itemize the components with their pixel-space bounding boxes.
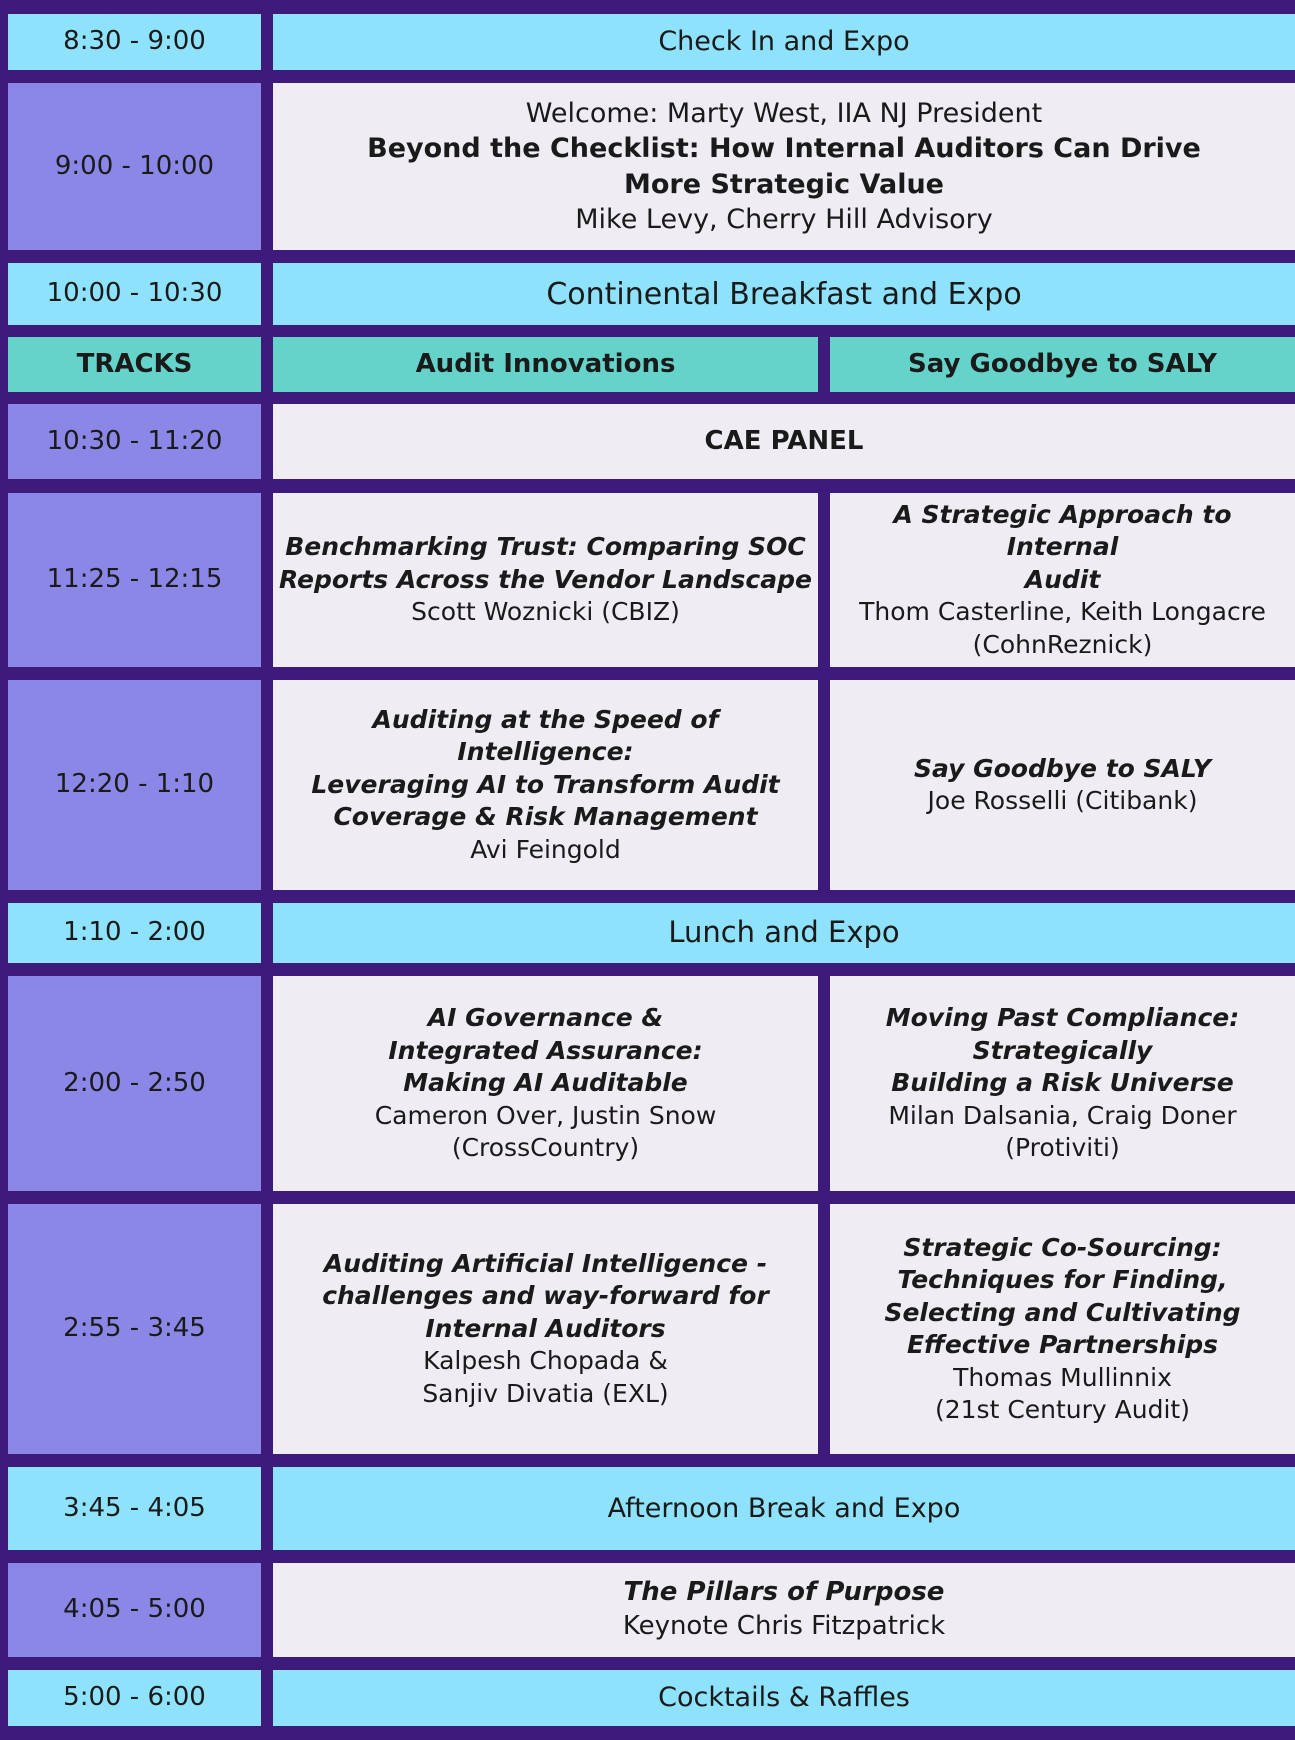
time-cell — [8, 976, 261, 1191]
session-title: Selecting and Cultivating — [884, 1297, 1241, 1327]
speaker-name: Avi Feingold — [470, 834, 621, 864]
session-title: Making AI Auditable — [403, 1068, 688, 1098]
session-cell — [273, 903, 1295, 963]
speaker-org: (Protiviti) — [1005, 1133, 1120, 1163]
time-label: 2:55 - 3:45 — [63, 1313, 206, 1344]
session-label: Lunch and Expo — [668, 915, 900, 950]
time-label: 9:00 - 10:00 — [54, 150, 215, 181]
tracks-label: TRACKS — [76, 348, 193, 379]
speaker-org: (CrossCountry) — [451, 1133, 640, 1163]
session-label: CAE PANEL — [704, 425, 864, 456]
time-label: 8:30 - 9:00 — [63, 26, 206, 57]
session-title: More Strategic Value — [624, 168, 944, 200]
speaker-name: Sanjiv Divatia (EXL) — [422, 1378, 669, 1408]
session-cell — [273, 14, 1295, 70]
speaker-name: Joe Rosselli (Citibank) — [927, 786, 1198, 815]
session-title: Benchmarking Trust: Comparing SOC — [285, 532, 806, 562]
session-title: Auditing Artificial Intelligence - — [323, 1248, 768, 1278]
time-cell — [8, 680, 261, 890]
time-cell — [8, 404, 261, 479]
session-cell-track2 — [830, 680, 1295, 890]
speaker-name: Keynote Chris Fitzpatrick — [622, 1611, 946, 1641]
session-title: Effective Partnerships — [906, 1330, 1219, 1359]
time-label: 5:00 - 6:00 — [63, 1682, 206, 1713]
welcome-text: Welcome: Marty West, IIA NJ President — [525, 98, 1043, 130]
time-label: 2:00 - 2:50 — [63, 1067, 206, 1098]
track-label: Say Goodbye to SALY — [908, 348, 1217, 379]
speaker-name: Mike Levy, Cherry Hill Advisory — [575, 203, 993, 235]
speaker-name: Thom Casterline, Keith Longacre — [859, 597, 1266, 627]
time-label: 10:00 - 10:30 — [46, 278, 223, 309]
session-title: Strategic Co-Sourcing: — [903, 1232, 1222, 1262]
session-title: Reports Across the Vendor Landscape — [279, 564, 812, 594]
session-cell-track2 — [830, 976, 1295, 1191]
session-title: AI Governance & — [427, 1003, 664, 1033]
session-title: Auditing at the Speed of Intelligence: — [372, 704, 719, 767]
session-label: Continental Breakfast and Expo — [546, 276, 1022, 312]
session-label: Cocktails & Raffles — [658, 1682, 910, 1714]
track-header-2 — [830, 337, 1295, 392]
time-cell — [8, 493, 261, 667]
time-cell — [8, 1670, 261, 1726]
session-cell — [273, 83, 1295, 250]
time-label: 1:10 - 2:00 — [63, 917, 206, 948]
session-cell-track1 — [273, 976, 818, 1191]
session-title: The Pillars of Purpose — [623, 1577, 945, 1608]
session-title: Say Goodbye to SALY — [913, 753, 1212, 783]
time-label: 10:30 - 11:20 — [46, 425, 223, 456]
session-label: Check In and Expo — [658, 26, 910, 58]
session-title: A Strategic Approach to Internal — [893, 499, 1232, 562]
session-cell-track1 — [273, 680, 818, 890]
session-title: Strategically — [972, 1035, 1153, 1065]
tracks-header — [8, 337, 261, 392]
session-title: Beyond the Checklist: How Internal Auditors Can Drive — [367, 133, 1201, 165]
session-title: Internal Auditors — [425, 1313, 666, 1343]
speaker-name: Kalpesh Chopada & — [423, 1346, 668, 1376]
time-label: 4:05 - 5:00 — [63, 1594, 206, 1625]
session-title: Coverage & Risk Management — [333, 802, 758, 832]
time-cell — [8, 1563, 261, 1657]
session-title: challenges and way-forward for — [322, 1281, 769, 1311]
speaker-name: Cameron Over, Justin Snow — [374, 1100, 717, 1130]
speaker-name: Thomas Mullinnix — [953, 1362, 1172, 1392]
session-cell — [273, 1563, 1295, 1657]
speaker-org: (21st Century Audit) — [934, 1395, 1190, 1424]
session-cell — [273, 404, 1295, 479]
session-title: Audit — [1024, 564, 1101, 594]
session-cell — [273, 1467, 1295, 1550]
session-cell — [273, 1670, 1295, 1726]
session-cell-track1 — [273, 1204, 818, 1454]
time-cell — [8, 1467, 261, 1550]
session-cell — [273, 263, 1295, 325]
time-cell — [8, 1204, 261, 1454]
time-label: 12:20 - 1:10 — [54, 769, 215, 800]
session-title: Building a Risk Universe — [891, 1068, 1234, 1098]
session-title: Leveraging AI to Transform Audit — [311, 769, 780, 799]
track-label: Audit Innovations — [415, 348, 676, 379]
time-cell — [8, 903, 261, 963]
session-title: Techniques for Finding, — [897, 1265, 1228, 1294]
time-label: 3:45 - 4:05 — [63, 1492, 206, 1523]
speaker-name: Milan Dalsania, Craig Doner — [888, 1100, 1237, 1130]
time-label: 11:25 - 12:15 — [46, 564, 223, 595]
time-cell — [8, 14, 261, 70]
speaker-org: (CohnReznick) — [972, 629, 1153, 659]
session-title: Moving Past Compliance: — [885, 1003, 1240, 1033]
session-cell-track1 — [273, 493, 818, 667]
time-cell — [8, 263, 261, 325]
time-cell — [8, 83, 261, 250]
track-header-1 — [273, 337, 818, 392]
speaker-name: Scott Woznicki (CBIZ) — [411, 597, 680, 627]
session-cell-track2 — [830, 1204, 1295, 1454]
session-title: Integrated Assurance: — [388, 1035, 703, 1065]
session-cell-track2 — [830, 493, 1295, 667]
session-label: Afternoon Break and Expo — [607, 1492, 961, 1524]
